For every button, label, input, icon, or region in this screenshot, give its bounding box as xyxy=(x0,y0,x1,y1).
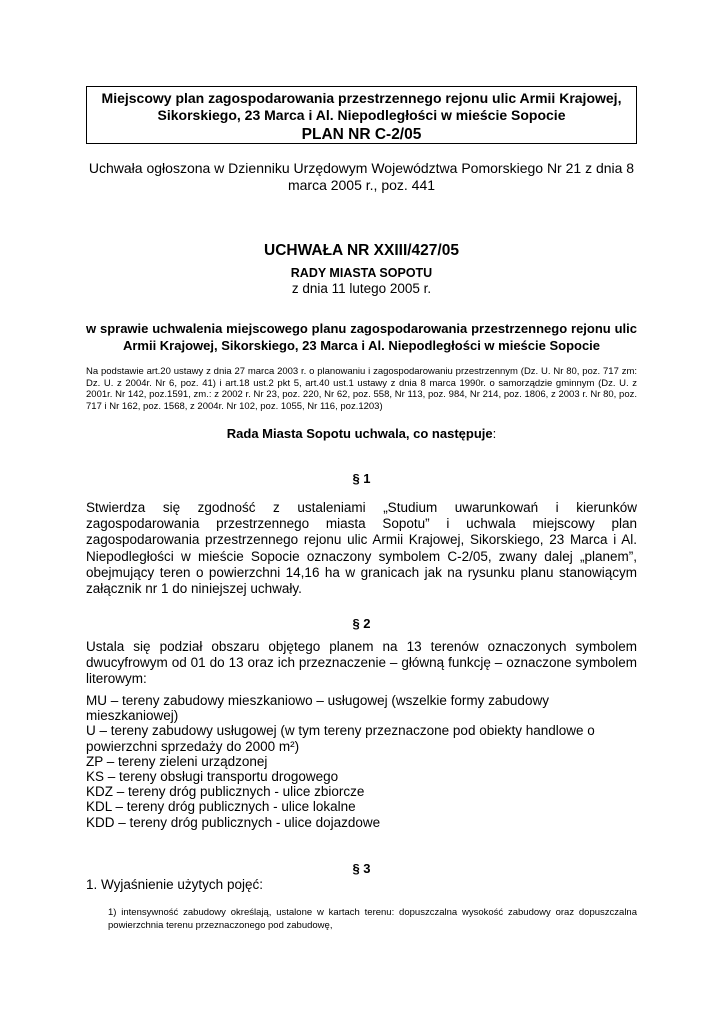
enacting-clause-colon: : xyxy=(492,426,497,441)
resolution-subject: w sprawie uchwalenia miejscowego planu zagospodarowania przestrzennego rejonu ulic Armii Krajowej, Sikorskiego, 23 Marca i Al. Niepodległości w mieście Sopocie xyxy=(86,321,637,353)
list-item: KDD – tereny dróg publicznych - ulice dojazdowe xyxy=(86,814,381,830)
plan-number: PLAN NR C-2/05 xyxy=(301,126,422,143)
resolution-number: UCHWAŁA NR XXIII/427/05 xyxy=(264,242,459,259)
list-item: KS – tereny obsługi transportu drogowego xyxy=(86,769,339,785)
enacting-clause xyxy=(86,426,637,442)
section-3-item-1: 1. Wyjaśnienie użytych pojęć: xyxy=(86,877,263,892)
resolution-heading xyxy=(86,241,637,297)
list-item: KDL – tereny dróg publicznych - ulice lokalne xyxy=(86,799,356,815)
legal-basis: Na podstawie art.20 ustawy z dnia 27 marca 2003 r. o planowaniu i zagospodarowaniu przestrzennym (Dz. U. Nr 80, poz. 717 zm: Dz. U. z 2004r. Nr 6, poz. 41) i art.18 ust.2 pkt 5, art.40 ust.1 ustawy z dnia 8 marca 1990r. o samorządzie gminnym (Dz. U. z 2001r. Nr 142, poz.1591, zm.: z 2002 r. Nr 23, poz. 220, Nr 62, poz. 558, Nr 113, poz. 984, Nr 214, poz. 1806, z 2003 r. Nr 80, poz. 717 i Nr 162, poz. 1568, z 2004r. Nr 102, poz. 1055, Nr 116, poz.1203) xyxy=(86,366,637,412)
section-2-sign: § 2 xyxy=(352,616,371,631)
plan-title: Miejscowy plan zagospodarowania przestrzennego rejonu ulic Armii Krajowej, Sikorskiego, 23 Marca i Al. Niepodległości w mieście Sopocie xyxy=(101,90,622,123)
list-item: ZP – tereny zieleni urządzonej xyxy=(86,753,268,769)
plan-title-box xyxy=(86,86,637,144)
resolution-council: RADY MIASTA SOPOTU xyxy=(290,266,433,280)
list-item: KDZ – tereny dróg publicznych - ulice zbiorcze xyxy=(86,784,365,800)
section-1-text: Stwierdza się zgodność z ustaleniami „Studium uwarunkowań i kierunków zagospodarowania przestrzennego miasta Sopotu” i uchwala miejscowy plan zagospodarowania przestrzennego rejonu ulic Armii Krajowej, Sikorskiego, 23 Marca i Al. Niepodległości w mieście Sopocie oznaczony symbolem C-2/05, zwany dalej „planem”, obejmujący teren o powierzchni 14,16 ha w granicach jak na rysunku planu stanowiącym załącznik nr 1 do niniejszej uchwały. xyxy=(86,500,637,597)
list-item: U – tereny zabudowy usługowej (w tym tereny przeznaczone pod obiekty handlowe o powierzchni sprzedaży do 2000 m²) xyxy=(86,723,595,754)
section-3-definition-1: 1) intensywność zabudowy określają, ustalone w kartach terenu: dopuszczalna wysokość zabudowy oraz dopuszczalna powierzchnia terenu przeznaczonego pod zabudowę, xyxy=(108,907,637,931)
list-item: MU – tereny zabudowy mieszkaniowo – usługowej (wszelkie formy zabudowy mieszkaniowej) xyxy=(86,693,549,724)
section-1-sign: § 1 xyxy=(352,471,371,486)
resolution-date: z dnia 11 lutego 2005 r. xyxy=(291,281,432,296)
land-use-list xyxy=(86,693,637,830)
section-3-sign: § 3 xyxy=(352,861,371,876)
section-2-text: Ustala się podział obszaru objętego planem na 13 terenów oznaczonych symbolem dwucyfrowym od 01 do 13 oraz ich przeznaczenie – główną funkcję – oznaczone symbolem literowym: xyxy=(86,639,637,687)
enacting-clause-text: Rada Miasta Sopotu uchwala, co następuje xyxy=(226,426,493,441)
publication-note: Uchwała ogłoszona w Dzienniku Urzędowym Województwa Pomorskiego Nr 21 z dnia 8 marca 2005 r., poz. 441 xyxy=(88,160,635,193)
